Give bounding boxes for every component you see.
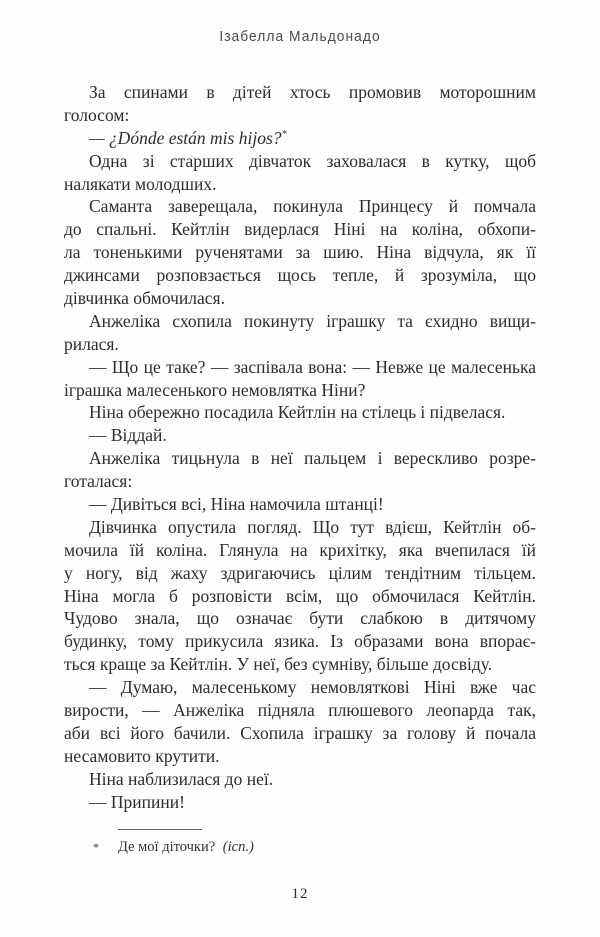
body-line: — Припини! (89, 791, 185, 812)
body-line: Чудово знала, що означає бути слабкою в дитячому (64, 608, 536, 629)
body-text (64, 81, 536, 814)
body-line: ла тоненькими рученятами за шию. Ніна відчула, як її (64, 242, 536, 263)
footnote-reference-marker: * (281, 128, 287, 140)
body-line: вирости, — Анжеліка підняла плюшевого леопарда так, (64, 700, 536, 721)
footnote (64, 838, 536, 857)
body-line: Анжеліка тицьнула в неї пальцем і верескливо розре- (89, 448, 536, 469)
body-line: іграшка малесенького немовлятка Ніни? (64, 379, 366, 400)
body-line: ться краще за Кейтлін. У неї, без сумніву, більше досвіду. (64, 654, 493, 675)
body-line: — Думаю, малесенькому немовляткові Ніні вже час (89, 677, 536, 698)
body-line: несамовито крутити. (64, 745, 220, 766)
body-line: аби всі його бачили. Схопила іграшку за голову й почала (64, 722, 536, 743)
footnote-text: Де мої діточки? (118, 839, 216, 855)
body-line: рилася. (64, 333, 119, 354)
footnote-separator-rule (118, 829, 202, 830)
running-header-author: Ізабелла Мальдонадо (219, 29, 381, 45)
body-line: Саманта заверещала, покинула Принцесу й помчала (89, 196, 536, 217)
body-line: — Віддай. (89, 425, 167, 446)
body-line: — ¿Dónde están mis hijos?* (89, 127, 287, 148)
body-line: мочила їй коліна. Глянула на крихітку, яка вчепилася їй (64, 539, 536, 560)
body-line: Ніна могла б розповісти всім, що обмочилася Кейтлін. (64, 585, 536, 606)
page-number: 12 (291, 886, 309, 902)
body-line: Ніна обережно посадила Кейтлін на стілець і підвелася. (89, 402, 506, 423)
footnote-language-note: (ісп.) (222, 839, 254, 855)
footnote-marker: * (93, 840, 99, 854)
body-line: готалася: (64, 471, 133, 492)
body-line: Дівчинка опустила погляд. Що тут вдієш, Кейтлін об- (89, 516, 536, 537)
body-line: За спинами в дітей хтось промовив моторошним (89, 82, 536, 102)
body-line: Анжеліка схопила покинуту іграшку та єхидно вищи- (89, 310, 536, 331)
body-line: дівчинка обмочилася. (64, 288, 225, 309)
body-line: у ногу, від жаху здригаючись цілим тендітним тільцем. (64, 562, 536, 583)
body-line: джинсами розповзається щось тепле, й зрозуміла, що (64, 265, 536, 286)
body-line: Ніна наблизилася до неї. (89, 768, 274, 789)
body-line: будинку, тому прикусила язика. Із образами вона впорає- (64, 631, 536, 652)
body-line: Одна зі старших дівчаток заховалася в кутку, щоб (89, 150, 536, 171)
body-line: — Що це таке? — заспівала вона: — Невже це малесенька (89, 356, 536, 377)
body-line: до спальні. Кейтлін видерлася Ніні на коліна, обхопи- (64, 219, 536, 240)
body-line: налякати молодших. (64, 173, 217, 194)
body-line: голосом: (64, 104, 130, 125)
body-line: — Дивіться всі, Ніна намочила штанці! (89, 494, 384, 515)
